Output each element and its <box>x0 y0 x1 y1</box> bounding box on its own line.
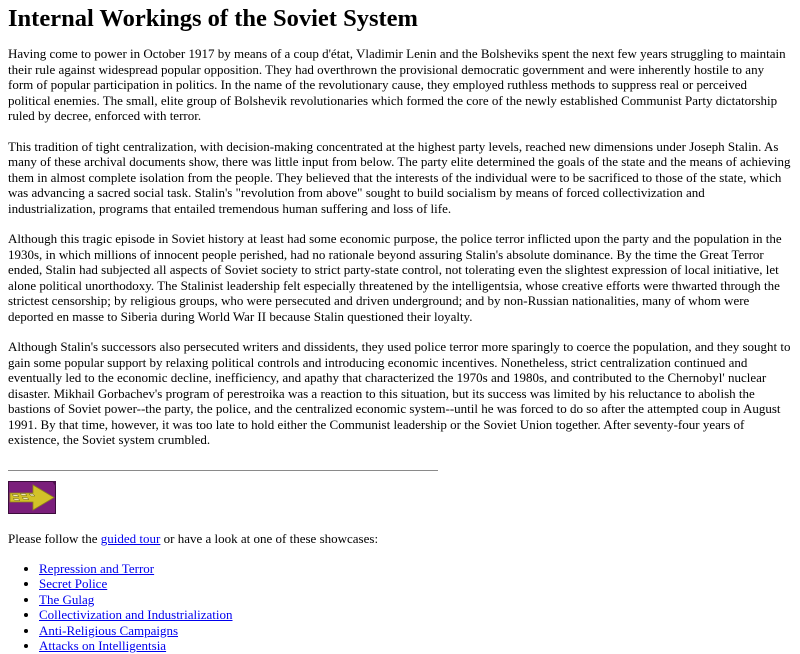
tour-arrow-icon[interactable] <box>8 481 56 514</box>
list-item <box>39 576 792 592</box>
paragraph-great-terror: Although this tragic episode in Soviet history at least had some economic purpose, the police terror inflicted upon the party and the population in the 1930s, in which millions of innocent people perished, had no rationale beyond assuring Stalin's absolute dominance. By the time the Great Terror ended, Stalin had subjected all aspects of Soviet society to strict party-state control, not tolerating even the slightest expression of local initiative, let alone political unorthodoxy. The Stalinist leadership felt especially threatened by the intelligentsia, whose creative efforts were thwarted through the strictest censorship; by religious groups, who were persecuted and driven underground; and by non-Russian nationalities, many of whom were deported en masse to Siberia during World War II because Stalin questioned their loyalty. <box>8 231 792 324</box>
tour-line-prefix: Please follow the <box>8 531 101 546</box>
guided-tour-link[interactable]: guided tour <box>101 531 161 546</box>
horizontal-rule <box>8 470 438 471</box>
showcase-link-collectivization-and-industrialization[interactable]: Collectivization and Industrialization <box>39 607 233 622</box>
page-title: Internal Workings of the Soviet System <box>8 5 792 32</box>
showcase-link-repression-and-terror[interactable]: Repression and Terror <box>39 561 154 576</box>
list-item <box>39 638 792 654</box>
showcase-link-attacks-on-intelligentsia[interactable]: Attacks on Intelligentsia <box>39 638 166 653</box>
paragraph-lenin-bolsheviks: Having come to power in October 1917 by means of a coup d'état, Vladimir Lenin and the Bolsheviks spent the next few years struggling to maintain their rule against widespread popular opposition. They had overthrown the provisional democratic government and were inherently hostile to any form of popular participation in politics. In the name of the revolutionary cause, they employed ruthless methods to suppress real or perceived political enemies. The small, elite group of Bolshevik revolutionaries which formed the core of the newly established Communist Party dictatorship ruled by decree, enforced with terror. <box>8 46 792 124</box>
list-item <box>39 607 792 623</box>
paragraph-successors-collapse: Although Stalin's successors also persecuted writers and dissidents, they used police terror more sparingly to coerce the population, and they sought to gain some popular support by relaxing political controls and introducing economic incentives. Nonetheless, strict centralization continued and eventually led to the economic decline, inefficiency, and apathy that characterized the 1970s and 1980s, and contributed to the Chernobyl' nuclear disaster. Mikhail Gorbachev's program of perestroika was a reaction to this situation, but its success was limited by his reluctance to abolish the bastions of Soviet power--the party, the police, and the centralized economic system--until he was forced to do so after the attempted coup in August 1991. By that time, however, it was too late to hold either the Communist leadership or the Soviet Union together. After seventy-four years of existence, the Soviet system crumbled. <box>8 339 792 448</box>
tour-instruction-line <box>8 531 792 547</box>
tour-line-suffix: or have a look at one of these showcases: <box>160 531 378 546</box>
showcase-link-secret-police[interactable]: Secret Police <box>39 576 107 591</box>
list-item <box>39 592 792 608</box>
list-item <box>39 561 792 577</box>
showcase-list <box>8 561 792 654</box>
list-item <box>39 623 792 639</box>
showcase-link-anti-religious-campaigns[interactable]: Anti-Religious Campaigns <box>39 623 178 638</box>
showcase-link-the-gulag[interactable]: The Gulag <box>39 592 94 607</box>
paragraph-stalin-centralization: This tradition of tight centralization, with decision-making concentrated at the highest party levels, reached new dimensions under Joseph Stalin. As many of these archival documents show, there was little input from below. The party elite determined the goals of the state and the means of achieving them in almost complete isolation from the people. They believed that the interests of the individual were to be sacrificed to those of the state, which was advancing a sacred social task. Stalin's "revolution from above" sought to build socialism by means of forced collectivization and industrialization, programs that entailed tremendous human suffering and loss of life. <box>8 139 792 217</box>
